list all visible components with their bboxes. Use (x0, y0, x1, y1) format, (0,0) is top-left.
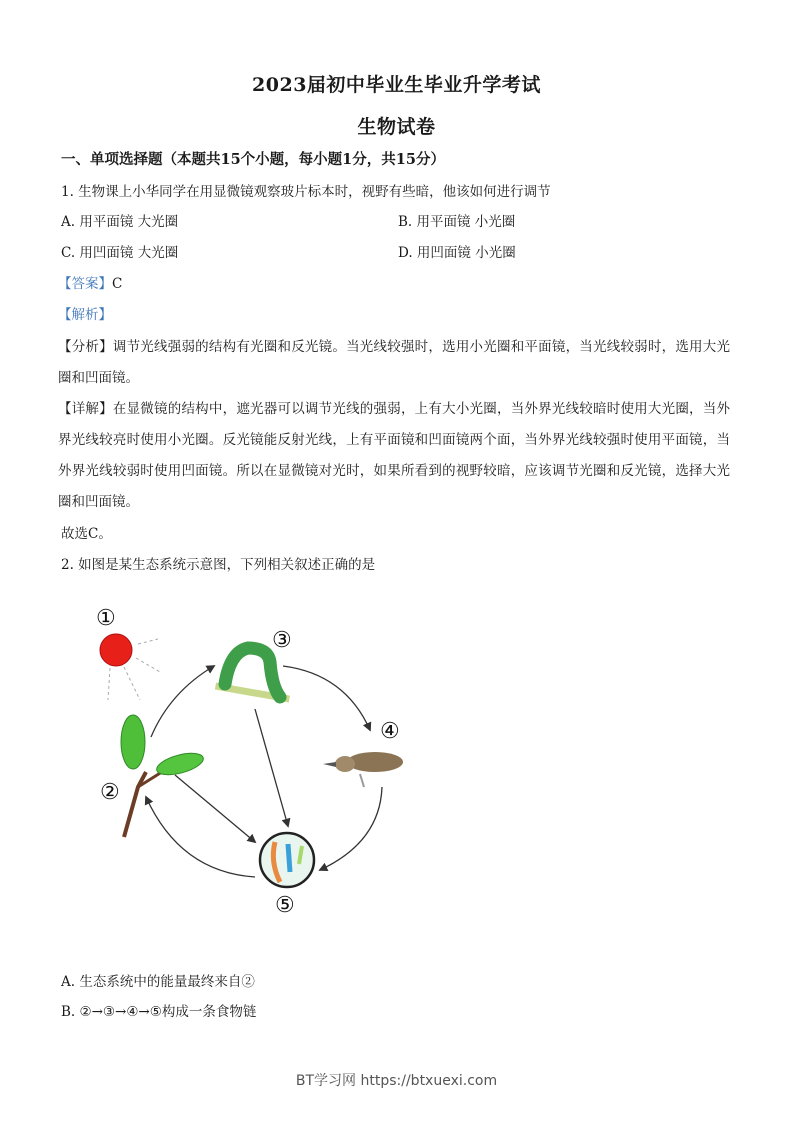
q2-option-b: B. ②→③→④→⑤构成一条食物链 (61, 1004, 257, 1020)
q1-option-b: B. 用平面镜 小光圈 (398, 214, 516, 230)
label-3: ③ (272, 628, 292, 653)
q2-option-a: A. 生态系统中的能量最终来自② (61, 974, 255, 990)
q1-xiangjie (58, 394, 730, 518)
caterpillar-icon (215, 648, 290, 703)
label-2: ② (100, 780, 120, 805)
exam-title: 2023届初中毕业生毕业升学考试 (252, 74, 541, 96)
label-4: ④ (380, 719, 400, 744)
q1-option-c: C. 用凹面镜 大光圈 (61, 245, 179, 261)
section-heading: 一、单项选择题（本题共15个小题，每小题1分，共15分） (61, 151, 445, 168)
q2-stem: 2. 如图是某生态系统示意图，下列相关叙述正确的是 (61, 557, 376, 573)
analysis-tag: 【解析】 (58, 307, 112, 323)
q1-option-d: D. 用凹面镜 小光圈 (398, 245, 516, 261)
fenxi-text: 调节光线强弱的结构有光圈和反光镜。当光线较强时，选用小光圈和平面镜，当光线较弱时，选用大光圈和凹面镜。 (58, 339, 730, 386)
q1-fenxi (58, 332, 730, 394)
bird-icon (323, 752, 403, 787)
footer-watermark: BT学习网 https://btxuexi.com (295, 1073, 498, 1089)
sun-icon (100, 634, 160, 700)
label-5: ⑤ (275, 893, 295, 918)
answer-tag: 【答案】 (58, 276, 112, 292)
xiangjie-tag: 【详解】 (58, 401, 113, 417)
decomposer-icon (260, 833, 314, 887)
fenxi-tag: 【分析】 (58, 339, 113, 355)
xiangjie-text: 在显微镜的结构中，遮光器可以调节光线的强弱，上有大小光圈，当外界光线较暗时使用大光圈，当外界光线较亮时使用小光圈。反光镜能反射光线，上有平面镜和凹面镜两个面，当外界光线较强时使用平面镜，当外界光线较弱时使用凹面镜。所以在显微镜对光时，如果所看到的视野较暗，应该调节光圈和反光镜，选择大光圈和凹面镜。 (58, 401, 730, 510)
q1-option-a: A. 用平面镜 大光圈 (61, 214, 179, 230)
label-1: ① (96, 606, 116, 631)
exam-subtitle: 生物试卷 (357, 116, 436, 138)
q1-conclusion: 故选C。 (61, 526, 112, 542)
q1-answer (58, 274, 122, 294)
ecosystem-diagram (80, 592, 420, 932)
answer-value: C (112, 276, 123, 292)
plant-icon (121, 715, 206, 837)
q1-stem: 1. 生物课上小华同学在用显微镜观察玻片标本时，视野有些暗，他该如何进行调节 (61, 184, 551, 200)
